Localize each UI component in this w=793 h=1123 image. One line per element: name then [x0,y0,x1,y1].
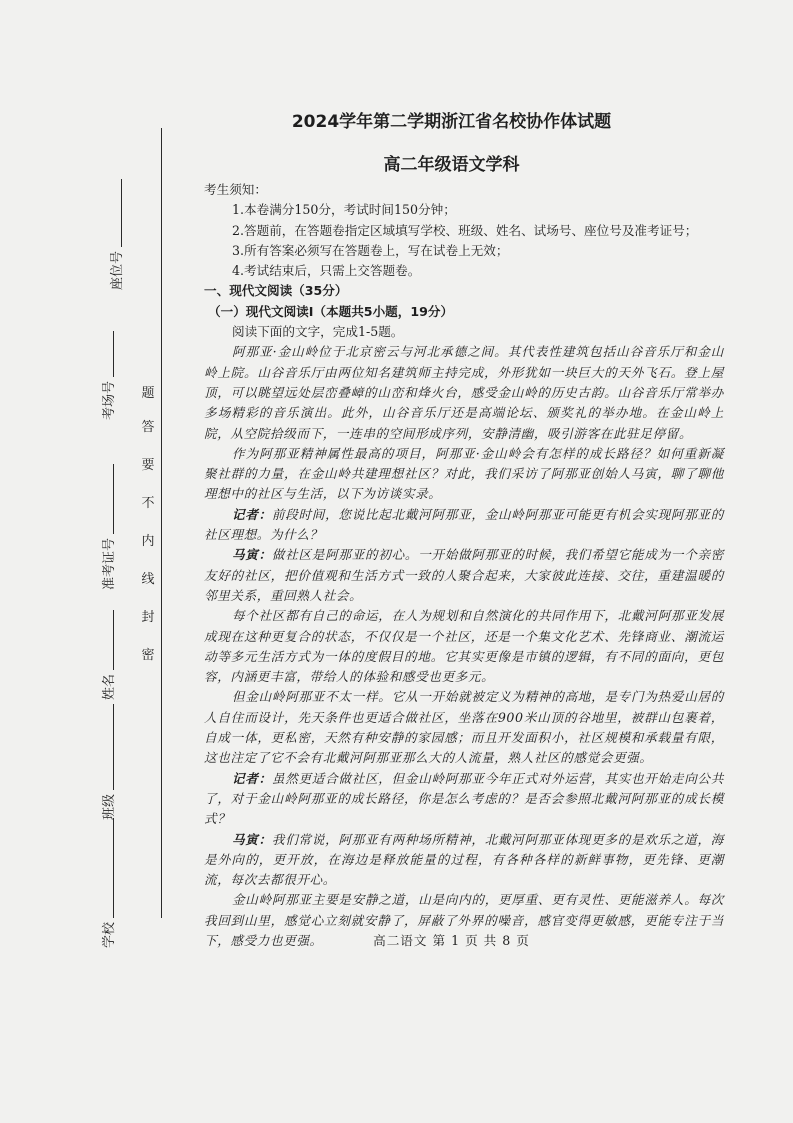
admission-number-field[interactable] [98,464,117,590]
name-label: 姓名 [102,673,117,700]
seal-char: 题 [141,386,155,401]
seat-number-blank[interactable] [109,179,122,247]
question-text: 前段时间，您说比起北戴河阿那亚，金山岭阿那亚可能更有机会实现阿那亚的社区理想。为什么？ [204,506,724,543]
seal-char: 不 [141,496,155,511]
interview-answer [204,830,724,891]
speaker-label: 记者： [232,506,272,522]
notice-heading: 考生须知： [204,182,267,197]
seal-char: 封 [141,610,155,625]
exam-room-blank[interactable] [101,331,114,377]
binding-cut-line [161,128,162,918]
notice-item: 3.所有答案必须写在答题卷上，写在试卷上无效； [232,242,509,258]
question-text: 虽然更适合做社区，但金山岭阿那亚今年正式对外运营，其实也开始走向公共了，对于金山岭阿那亚的成长路径，你是怎么考虑的？是否会参照北戴河阿那亚的成长模式？ [204,770,724,827]
subsection-heading: （一）现代文阅读Ⅰ（本题共5小题，19分） [208,303,454,319]
seal-char: 要 [141,458,155,473]
seat-number-label: 座位号 [110,250,125,290]
notice-item: 4.考试结束后，只需上交答题卷。 [232,263,421,279]
school-field[interactable] [98,818,117,948]
answer-text: 我们常说，阿那亚有两种场所精神，北戴河阿那亚体现更多的是欢乐之道，海是外向的，更开放，在海边是释放能量的过程，有各种各样的新鲜事物，更先锋、更潮流，每次去都很开心。 [204,831,724,888]
seal-char: 密 [141,648,155,663]
exam-subtitle: 高二年级语文学科 [383,155,520,175]
exam-title: 2024学年第二学期浙江省名校协作体试题 [291,112,612,132]
passage-paragraph: 阿那亚·金山岭位于北京密云与河北承德之间。其代表性建筑包括山谷音乐厅和金山岭上院。山谷音乐厅由两位知名建筑师主持完成，外形犹如一块巨大的天外飞石。登上屋顶，可以眺望远处层峦叠嶂的山峦和烽火台，感受金山岭的历史古韵。山谷音乐厅常举办多场精彩的音乐演出。此外，山谷音乐厅还是高端论坛、颁奖礼的举办地。在金山岭上院，从空院拾级而下，一连串的空间形成序列，安静清幽，吸引游客在此驻足停留。 [204,344,724,441]
class-field[interactable] [98,704,117,820]
admission-number-blank[interactable] [101,464,114,534]
passage-paragraph: 作为阿那亚精神属性最高的项目，阿那亚·金山岭会有怎样的成长路径？如何重新凝聚社群的力量，在金山岭共建理想社区？对此，我们采访了阿那亚创始人马寅，聊了聊他理想中的社区与生活，以下为访谈实录。 [204,445,724,502]
passage-paragraph: 金山岭阿那亚主要是安静之道，山是向内的，更厚重、更有灵性、更能滋养人。每次我回到山里，感觉心立刻就安静了，屏蔽了外界的噪音，感官变得更敏感，更能专注于当下，感受力也更强。 [204,892,724,948]
school-label: 学校 [102,921,117,948]
school-blank[interactable] [101,818,114,918]
exam-room-field[interactable] [98,331,117,420]
name-blank[interactable] [101,610,114,670]
class-label: 班级 [102,793,117,820]
reading-instruction: 阅读下面的文字，完成1-5题。 [232,324,404,340]
notice-item: 2.答题前，在答题卷指定区域填写学校、班级、姓名、试场号、座位号及准考证号； [232,222,698,238]
passage-paragraph: 但金山岭阿那亚不太一样。它从一开始就被定义为精神的高地，是专门为热爱山居的人自住而设计，先天条件也更适合做社区，坐落在900米山顶的谷地里，被群山包裹着，自成一体，更私密，天然有种安静的家园感；而且开发面积小，社区规模和承载量有限，这也注定了它不会有北戴河阿那亚那么大的人流量，熟人社区的感觉会更强。 [204,689,724,766]
seat-number-field[interactable] [106,179,125,290]
answer-text: 做社区是阿那亚的初心。一开始做阿那亚的时候，我们希望它能成为一个亲密友好的社区，把价值观和生活方式一致的人聚合起来，大家彼此连接、交往，重建温暖的邻里关系，重回熟人社会。 [204,547,724,603]
interview-question [204,769,724,830]
speaker-label: 马寅： [232,831,272,847]
exam-room-label: 考场号 [102,380,117,420]
speaker-label: 记者： [232,770,272,786]
seal-char: 线 [141,572,155,587]
section-heading: 一、现代文阅读（35分） [204,283,348,299]
passage-paragraph: 每个社区都有自己的命运，在人为规划和自然演化的共同作用下，北戴河阿那亚发展成现在这种更复合的状态，不仅仅是一个社区，还是一个集文化艺术、先锋商业、潮流运动等多元生活方式为一体的度假目的地。它其实更像是市镇的逻辑，有不同的面向，更包容，内涵更丰富，带给人的体验和感受也更多元。 [204,608,724,685]
name-field[interactable] [98,610,117,700]
page-footer: 高二语文 第 1 页 共 8 页 [373,933,530,948]
admission-number-label: 准考证号 [102,537,117,590]
exam-content [204,180,724,951]
notice-item: 1.本卷满分150分，考试时间150分钟； [232,202,456,218]
class-blank[interactable] [101,704,114,790]
interview-answer [204,545,724,606]
seal-char: 答 [141,420,155,435]
interview-question [204,505,724,546]
seal-char: 内 [141,534,155,549]
speaker-label: 马寅： [232,547,272,563]
